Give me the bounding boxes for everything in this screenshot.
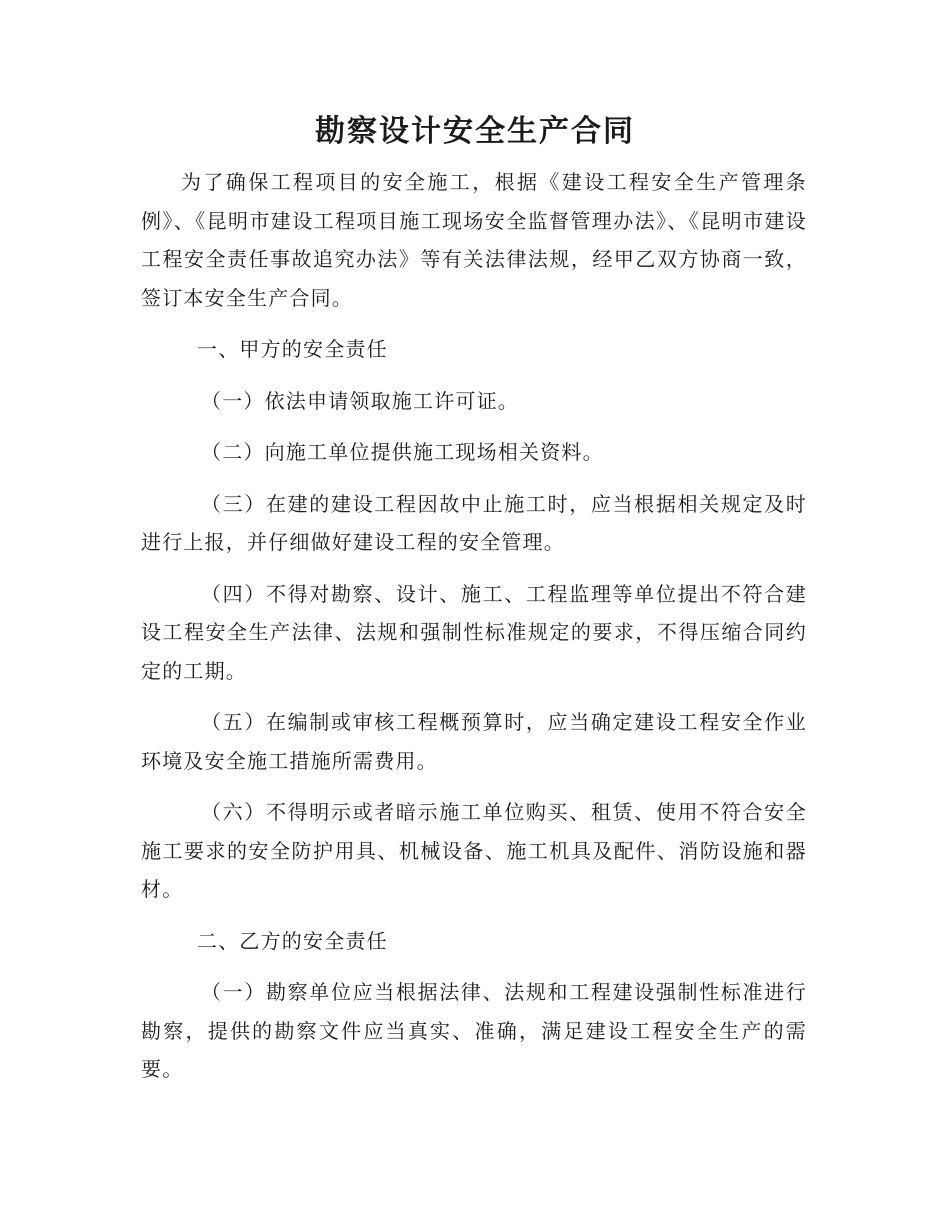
section-heading-party-b: 二、乙方的安全责任	[197, 928, 388, 953]
clause-a-3: （三）在建的建设工程因故中止施工时，应当根据相关规定及时进行上报，并仔细做好建设工程的安全管理。	[141, 491, 807, 554]
clause-b-1: （一）勘察单位应当根据法律、法规和工程建设强制性标准进行勘察，提供的勘察文件应当真实、准确，满足建设工程安全生产的需要。	[141, 980, 807, 1081]
clause-a-6: （六）不得明示或者暗示施工单位购买、租赁、使用不符合安全施工要求的安全防护用具、机械设备、施工机具及配件、消防设施和器材。	[141, 800, 807, 901]
clause-a-5: （五）在编制或审核工程概预算时，应当确定建设工程安全作业环境及安全施工措施所需费用。	[141, 710, 807, 773]
clause-a-4: （四）不得对勘察、设计、施工、工程监理等单位提出不符合建设工程安全生产法律、法规和强制性标准规定的要求，不得压缩合同约定的工期。	[141, 581, 807, 683]
section-heading-party-a: 一、甲方的安全责任	[197, 337, 388, 361]
document-body	[141, 163, 807, 1102]
intro-paragraph: 为了确保工程项目的安全施工，根据《建设工程安全生产管理条例》、《昆明市建设工程项目施工现场安全监督管理办法》、《昆明市建设工程安全责任事故追究办法》等有关法律法规，经甲乙双方协商一致，签订本安全生产合同。	[141, 170, 807, 310]
clause-a-2: （二）向施工单位提供施工现场相关资料。	[201, 440, 604, 464]
document-title: 勘察设计安全生产合同	[315, 114, 635, 149]
clause-a-1: （一）依法申请领取施工许可证。	[201, 388, 519, 413]
